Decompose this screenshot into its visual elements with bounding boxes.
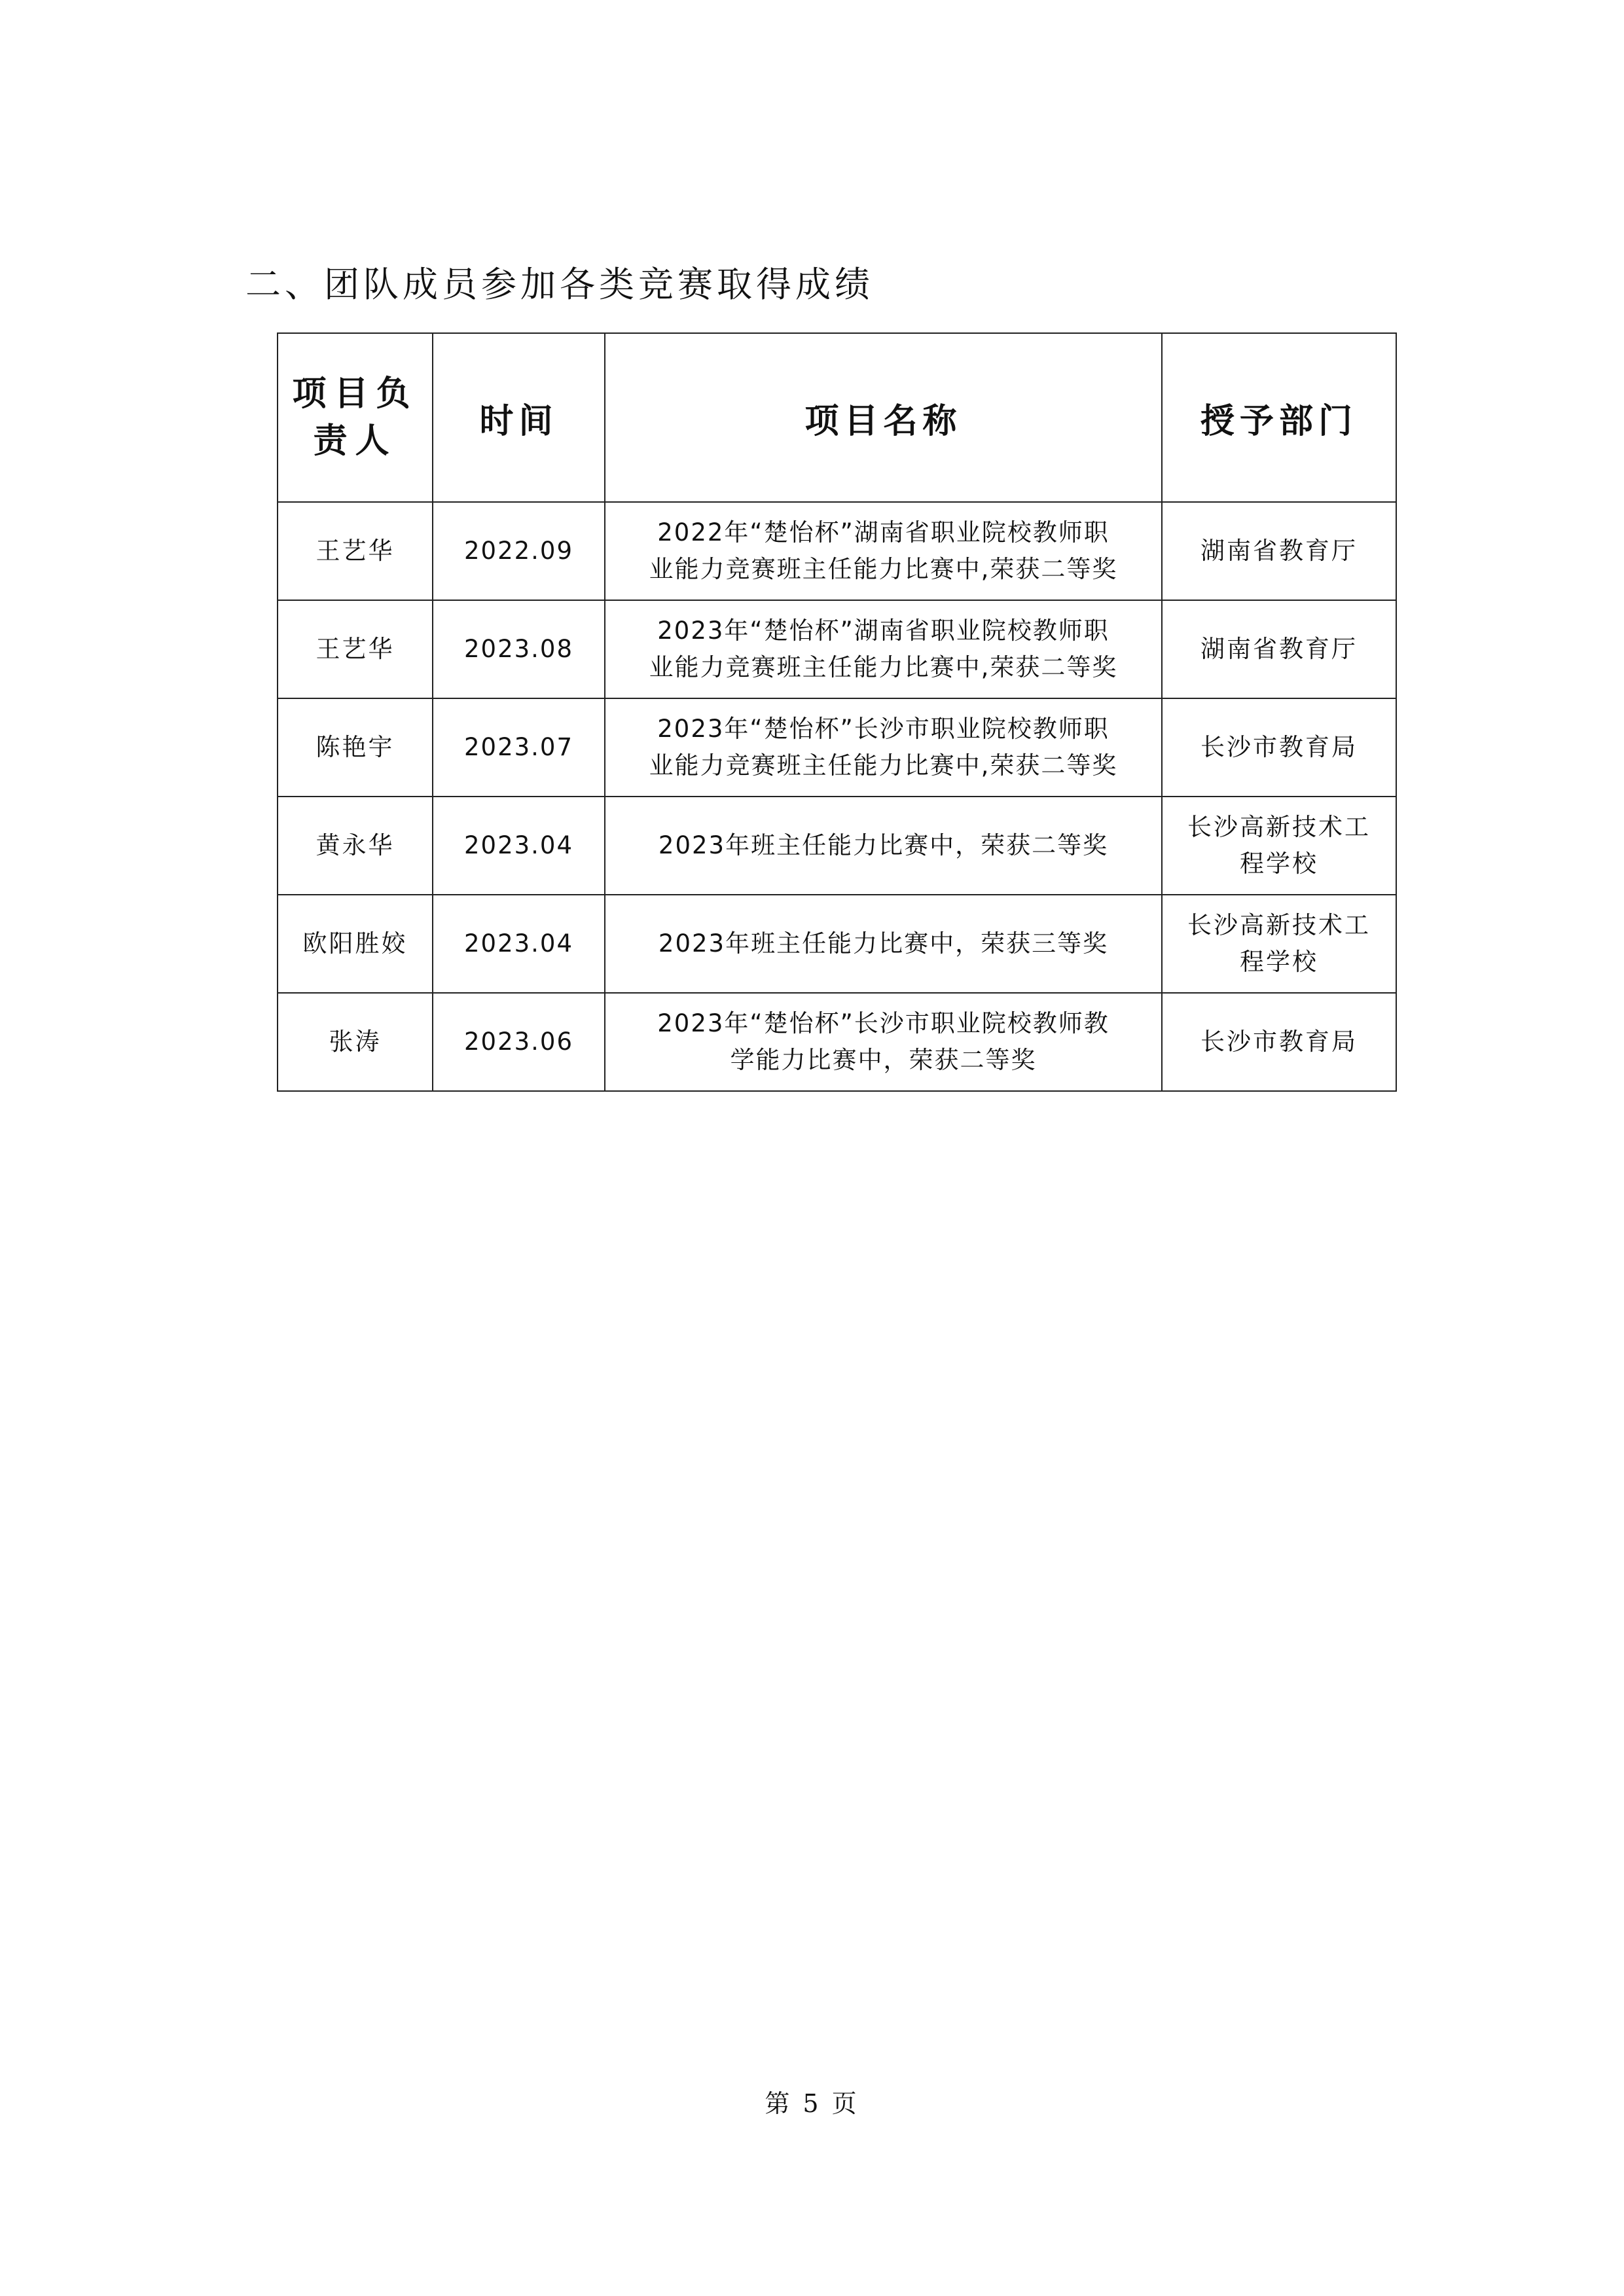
cell-leader: 王艺华 — [278, 600, 433, 698]
cell-project: 2023年班主任能力比赛中，荣获三等奖 — [605, 895, 1162, 993]
cell-department: 湖南省教育厅 — [1162, 502, 1396, 600]
cell-leader: 黄永华 — [278, 797, 433, 895]
table-row — [278, 502, 1396, 600]
cell-project-line2: 学能力比赛中，荣获二等奖 — [730, 1046, 1037, 1074]
table-row — [278, 600, 1396, 698]
cell-department-line1: 长沙高新技术工 — [1187, 911, 1371, 939]
cell-project — [605, 698, 1162, 797]
header-project: 项目名称 — [605, 333, 1162, 502]
cell-department — [1162, 895, 1396, 993]
cell-project-line2: 业能力竞赛班主任能力比赛中,荣获二等奖 — [649, 653, 1118, 681]
header-department: 授予部门 — [1162, 333, 1396, 502]
section-heading: 二、团队成员参加各类竞赛取得成绩 — [245, 264, 874, 305]
cell-time: 2023.04 — [433, 895, 605, 993]
header-leader — [278, 333, 433, 502]
cell-project-line1: 2023年“楚怡杯”长沙市职业院校教师教 — [657, 1009, 1110, 1037]
cell-project-line1: 2023年“楚怡杯”长沙市职业院校教师职 — [657, 715, 1110, 743]
cell-time: 2023.04 — [433, 797, 605, 895]
cell-time: 2023.08 — [433, 600, 605, 698]
cell-leader: 陈艳宇 — [278, 698, 433, 797]
cell-project-line1: 2023年“楚怡杯”湖南省职业院校教师职 — [657, 617, 1110, 645]
cell-time: 2022.09 — [433, 502, 605, 600]
cell-project: 2023年班主任能力比赛中，荣获二等奖 — [605, 797, 1162, 895]
table-row — [278, 797, 1396, 895]
cell-department-line1: 长沙高新技术工 — [1187, 813, 1371, 841]
awards-table — [277, 332, 1397, 1092]
cell-project-line2: 业能力竞赛班主任能力比赛中,荣获二等奖 — [649, 555, 1118, 583]
cell-leader: 欧阳胜姣 — [278, 895, 433, 993]
cell-department: 长沙市教育局 — [1162, 993, 1396, 1091]
header-leader-line2: 责人 — [313, 422, 397, 461]
cell-department-line2: 程学校 — [1240, 948, 1318, 976]
cell-time: 2023.07 — [433, 698, 605, 797]
cell-department — [1162, 797, 1396, 895]
table-row — [278, 698, 1396, 797]
table-header-row — [278, 333, 1396, 502]
header-time: 时间 — [433, 333, 605, 502]
cell-leader: 张涛 — [278, 993, 433, 1091]
table-row — [278, 895, 1396, 993]
cell-project — [605, 502, 1162, 600]
cell-department: 长沙市教育局 — [1162, 698, 1396, 797]
cell-leader: 王艺华 — [278, 502, 433, 600]
cell-project — [605, 993, 1162, 1091]
cell-department: 湖南省教育厅 — [1162, 600, 1396, 698]
cell-project-line2: 业能力竞赛班主任能力比赛中,荣获二等奖 — [649, 751, 1118, 780]
cell-time: 2023.06 — [433, 993, 605, 1091]
cell-department-line2: 程学校 — [1240, 850, 1318, 878]
header-leader-line1: 项目负 — [292, 374, 418, 414]
page-number: 第 5 页 — [765, 2089, 859, 2118]
table-row — [278, 993, 1396, 1091]
cell-project-line1: 2022年“楚怡杯”湖南省职业院校教师职 — [657, 518, 1110, 547]
cell-project — [605, 600, 1162, 698]
